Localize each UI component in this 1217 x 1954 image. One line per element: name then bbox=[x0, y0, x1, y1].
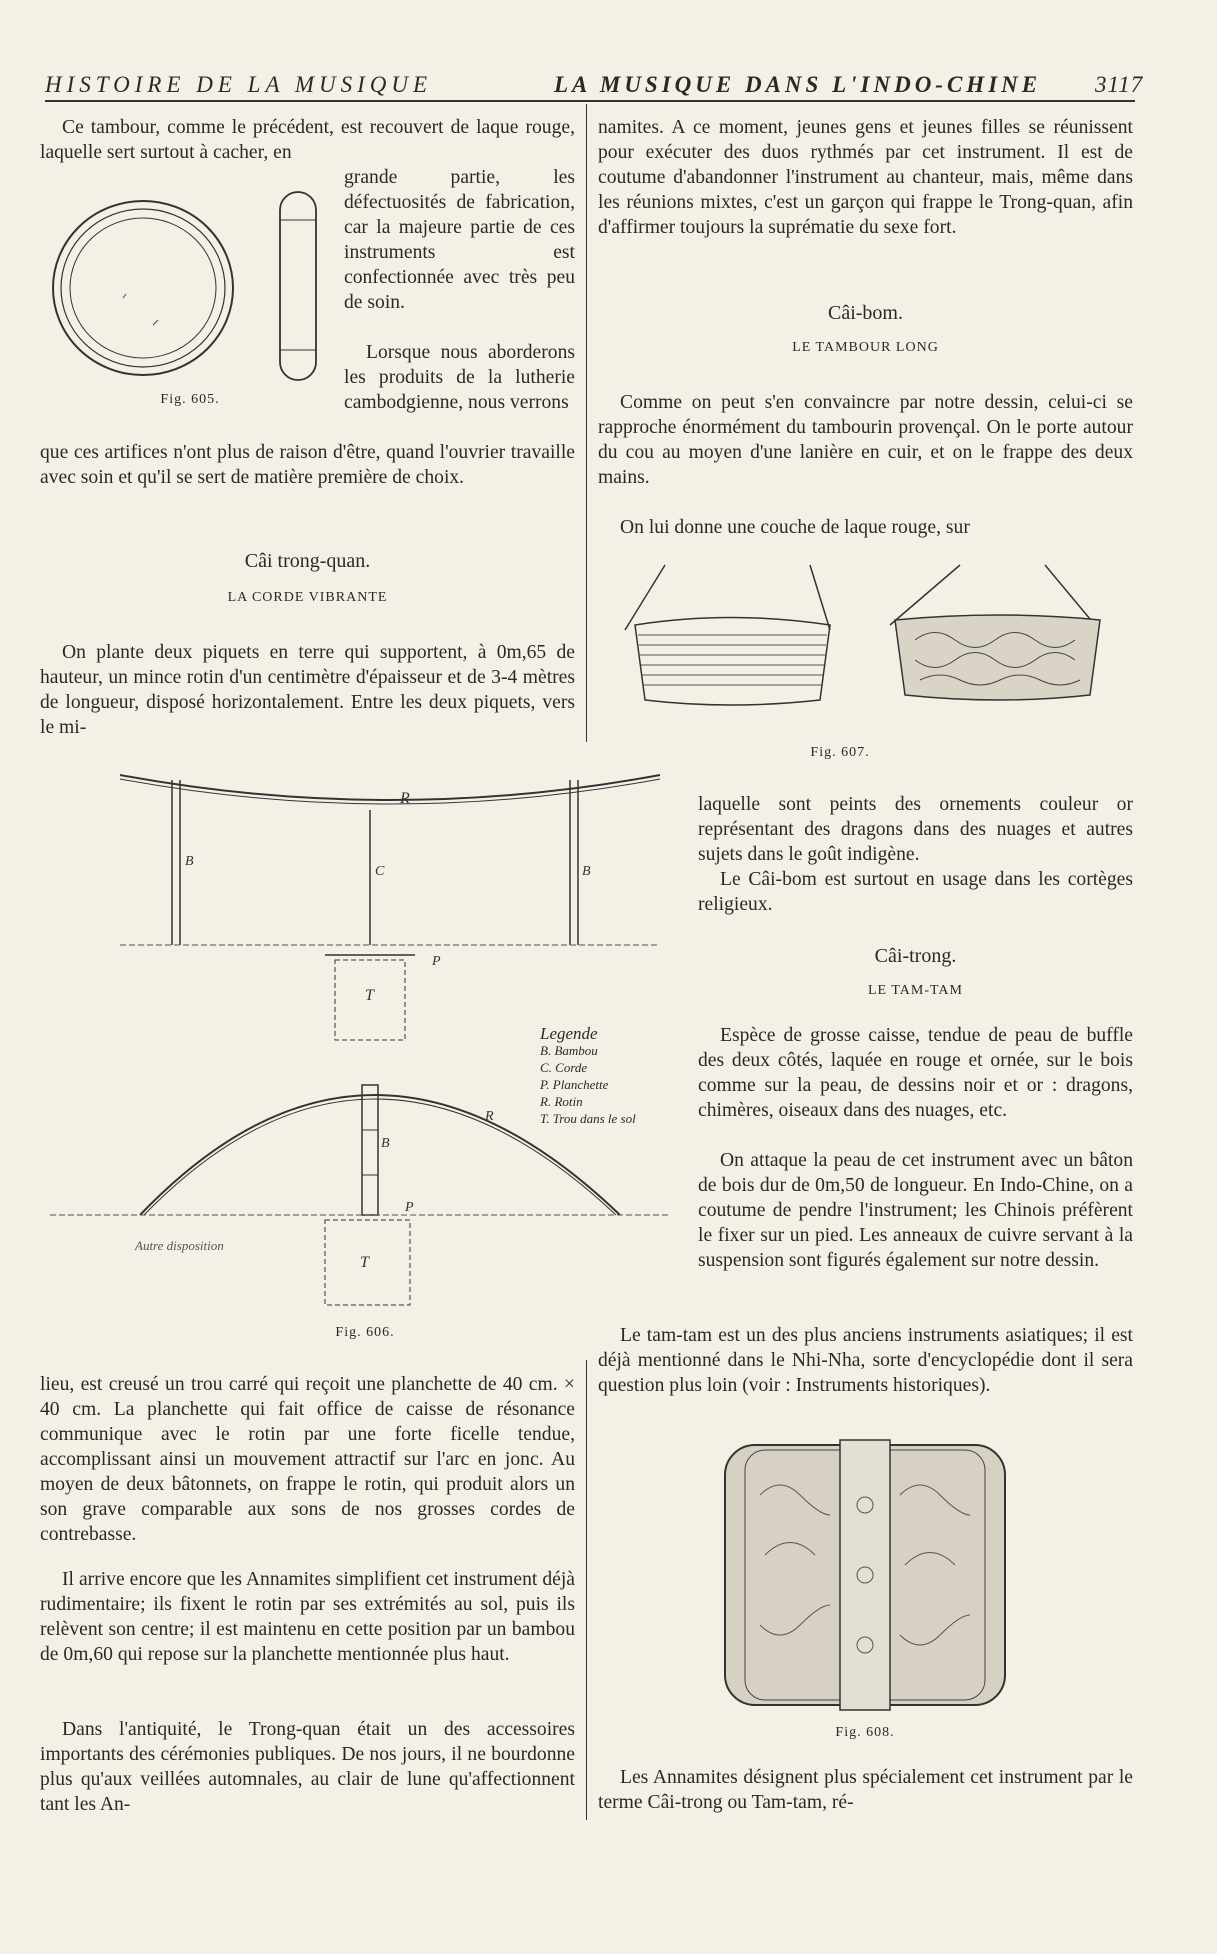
left-paragraph-4: lieu, est creusé un trou carré qui reçoit une planchette de 40 cm. × 40 cm. La planchette qui fait office de caisse de résonance communique avec le rotin par une forte ficelle tendue, accomplissant ainsi un mouvement attractif sur l'arc en jonc. Au moyen de deux bâtonnets, on frappe le rotin, qui produit alors un son grave comparable aux sons de nos grosses cordes de contrebasse. bbox=[40, 1374, 575, 1545]
section-title-trong-quan: Câi trong-quan. bbox=[244, 550, 371, 572]
legend-item: P. Planchette bbox=[540, 1077, 609, 1092]
section-subtitle-tambour-long: LE TAMBOUR LONG bbox=[792, 340, 939, 355]
section-title-cai-bom: Câi-bom. bbox=[828, 302, 903, 324]
right-paragraph-5: Le Câi-bom est surtout en usage dans les cortèges religieux. bbox=[698, 869, 1133, 915]
right-paragraph-3: On lui donne une couche de laque rouge, sur bbox=[620, 517, 970, 538]
left-paragraph-2a: Lorsque nous aborderons les produits de la lutherie cambodgienne, nous verrons bbox=[344, 342, 575, 413]
right-paragraph-1: namites. A ce moment, jeunes gens et jeunes filles se réunissent pour exécuter des duos rythmés par cet instrument. Il est de coutume d'abandonner l'instrument au chanteur, mais, même dans les réunions mixtes, c'est un garçon qui frappe le Trong-quan, afin d'affirmer toujours la suprématie du sexe fort. bbox=[598, 117, 1133, 238]
figure-606-legend bbox=[540, 1025, 636, 1127]
fig606-label-r-top: R bbox=[400, 790, 410, 807]
legend-item: R. Rotin bbox=[540, 1094, 583, 1109]
running-header-left: HISTOIRE DE LA MUSIQUE bbox=[45, 72, 433, 97]
figure-605-drawing bbox=[48, 180, 348, 390]
right-paragraph-2: Comme on peut s'en convaincre par notre dessin, celui-ci se rapproche énormément du tambourin provençal. On le porte autour du cou au moyen d'une lanière en cuir, et on le frappe des deux mains. bbox=[598, 392, 1133, 488]
page-number: 3117 bbox=[1095, 72, 1144, 97]
figure-608-caption: Fig. 608. bbox=[835, 1725, 895, 1740]
figure-607-drawing bbox=[620, 560, 1150, 740]
column-divider-top bbox=[586, 104, 587, 742]
left-paragraph-1a: Ce tambour, comme le précédent, est recouvert de laque rouge, laquelle sert surtout à cacher, en bbox=[40, 117, 575, 163]
fig606-label-b-left: B bbox=[185, 854, 194, 869]
fig606-label-t-top: T bbox=[365, 987, 374, 1004]
fig606-label-t-bottom: T bbox=[360, 1254, 369, 1271]
left-paragraph-3: On plante deux piquets en terre qui supportent, à 0m,65 de hauteur, un mince rotin d'un centimètre d'épaisseur et de 3-4 mètres de longueur, disposé horizontalement. Entre les deux piquets, vers le mi- bbox=[40, 642, 575, 738]
legend-item: C. Corde bbox=[540, 1060, 588, 1075]
figure-606-caption: Fig. 606. bbox=[335, 1325, 395, 1340]
left-paragraph-5: Il arrive encore que les Annamites simplifient cet instrument déjà rudimentaire; ils fixent le rotin par ses extrémités au sol, puis ils relèvent son centre; il est maintenu en cette position par un bambou de 0m,60 qui repose sur la planchette mentionnée plus haut. bbox=[40, 1569, 575, 1665]
section-subtitle-tam-tam: LE TAM-TAM bbox=[868, 983, 963, 998]
fig606-label-c: C bbox=[375, 864, 385, 879]
right-paragraph-8: Le tam-tam est un des plus anciens instruments asiatiques; il est déjà mentionné dans le Nhi-Nha, sorte d'encyclopédie dont il sera question plus loin (voir : Instruments historiques). bbox=[598, 1325, 1133, 1396]
fig606-label-p-top: P bbox=[432, 954, 441, 969]
fig606-label-b-bottom: B bbox=[381, 1136, 390, 1151]
left-paragraph-2b: que ces artifices n'ont plus de raison d'être, quand l'ouvrier travaille avec soin et qu'il se sert de matière première de choix. bbox=[40, 442, 575, 488]
fig606-alt-label: Autre disposition bbox=[135, 1238, 224, 1253]
legend-item: B. Bambou bbox=[540, 1043, 598, 1058]
right-paragraph-7: On attaque la peau de cet instrument avec un bâton de bois dur de 0m,50 de longueur. En Indo-Chine, on a coutume de pendre l'instrument; les Chinois préfèrent le fixer sur un pied. Les anneaux de cuivre servant à la suspension sont figurés également sur notre dessin. bbox=[698, 1150, 1133, 1271]
right-paragraph-4: laquelle sont peints des ornements couleur or représentant des dragons dans des nuages et autres sujets dans le goût indigène. bbox=[698, 794, 1133, 865]
section-subtitle-corde: LA CORDE VIBRANTE bbox=[227, 590, 388, 605]
section-title-cai-trong: Câi-trong. bbox=[874, 945, 957, 967]
running-header-right: LA MUSIQUE DANS L'INDO-CHINE bbox=[554, 72, 1042, 97]
left-paragraph-6: Dans l'antiquité, le Trong-quan était un des accessoires importants des cérémonies publiques. De nos jours, il ne bourdonne plus qu'aux veillées automnales, au clair de lune qu'affectionnent tant les An- bbox=[40, 1719, 575, 1815]
legend-item: T. Trou dans le sol bbox=[540, 1111, 636, 1126]
figure-607-caption: Fig. 607. bbox=[810, 745, 870, 760]
fig606-label-b-right: B bbox=[582, 864, 591, 879]
right-paragraph-6: Espèce de grosse caisse, tendue de peau de buffle des deux côtés, laquée en rouge et ornée, sur le bois comme sur la peau, de dessins noir et or : dragons, chimères, oiseaux dans des nuages, etc. bbox=[698, 1025, 1133, 1121]
right-paragraph-9: Les Annamites désignent plus spécialement cet instrument par le terme Câi-trong ou Tam-tam, ré- bbox=[598, 1767, 1133, 1813]
fig606-label-r-bottom: R bbox=[485, 1109, 494, 1124]
header-rule bbox=[45, 100, 1135, 102]
column-divider-bottom bbox=[586, 1360, 587, 1820]
figure-605-caption: Fig. 605. bbox=[160, 392, 220, 407]
figure-608-drawing bbox=[720, 1435, 1010, 1715]
legend-title: Legende bbox=[540, 1024, 598, 1043]
fig606-label-p-bottom: P bbox=[405, 1200, 414, 1215]
left-paragraph-1b: grande partie, les défectuosités de fabrication, car la majeure partie de ces instruments est confectionnée avec très peu de soin. bbox=[344, 167, 575, 313]
